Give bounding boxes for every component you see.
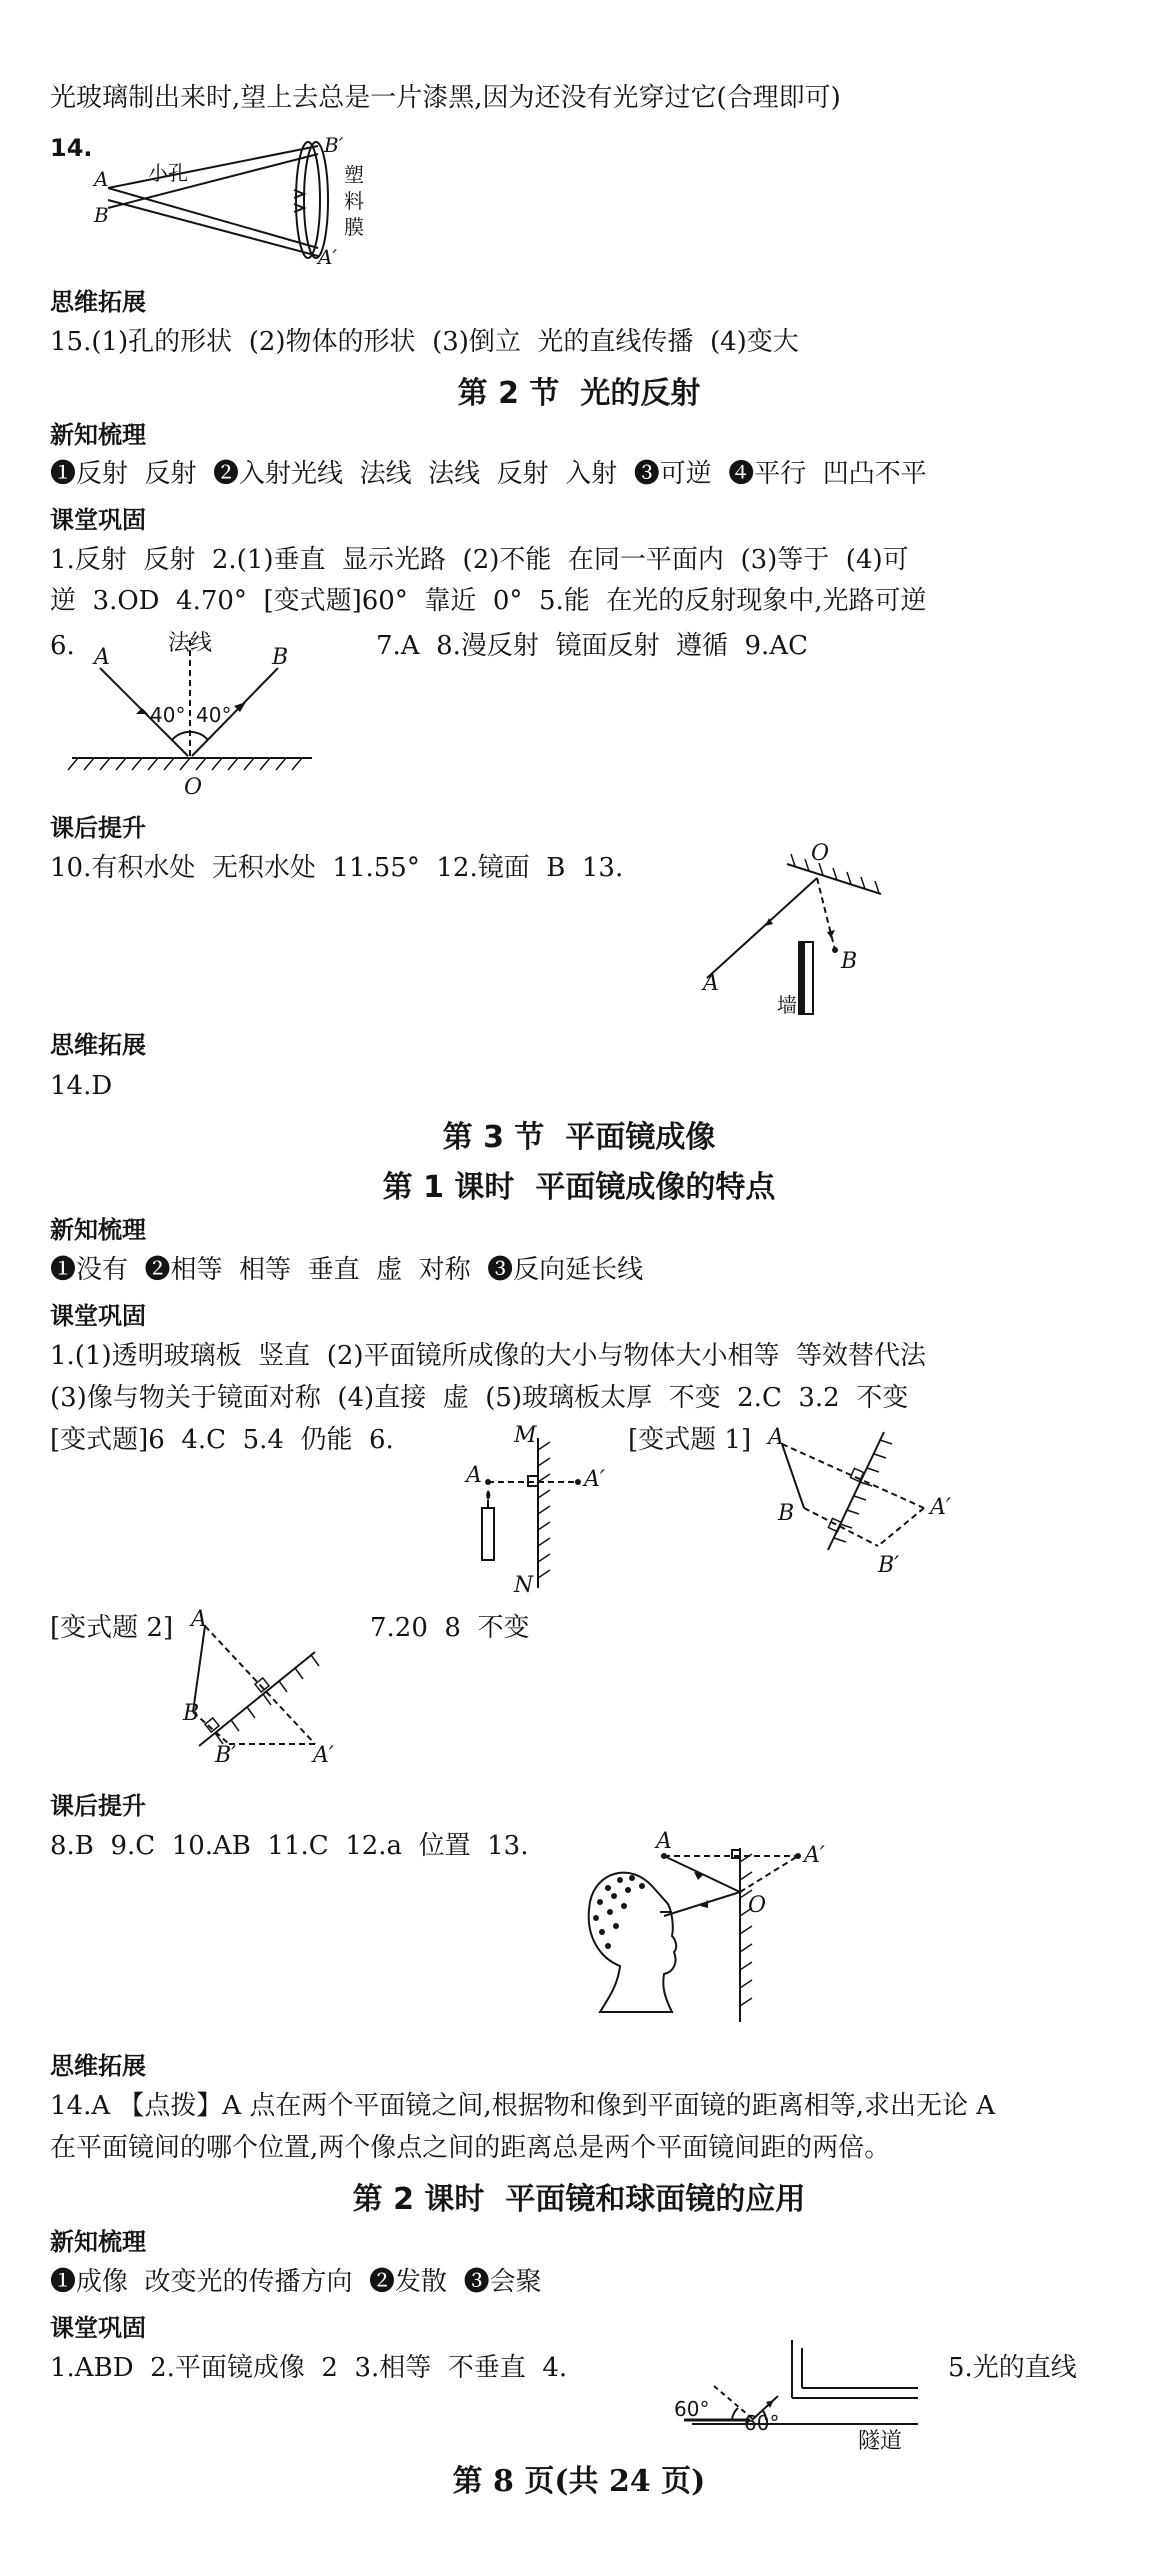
lesson-title: 第 2 课时 平面镜和球面镜的应用 — [352, 2182, 806, 2217]
section-label: 思维拓展 — [50, 288, 146, 316]
reflection-label-a: A — [94, 645, 110, 670]
variant1-mirror-diagram — [768, 1420, 968, 1580]
answer-line: ❶成像 改变光的传播方向 ❷发散 ❸会聚 — [50, 2267, 542, 2297]
candle-label-n: N — [514, 1573, 534, 1598]
tunnel-label: 隧道 — [858, 2429, 903, 2454]
head-mirror-diagram — [560, 1826, 850, 2026]
pinhole-camera-diagram — [88, 128, 408, 273]
pinhole-label-bp: B′ — [324, 133, 344, 157]
reflection-label-normal: 法线 — [168, 631, 213, 656]
section-title: 第 3 节 平面镜成像 — [442, 1120, 716, 1155]
tunnel-angle-2: 60° — [744, 2411, 780, 2435]
answer-line: (3)像与物关于镜面对称 (4)直接 虚 (5)玻璃板太厚 不变 2.C 3.2 不变 — [50, 1383, 909, 1413]
var2-label-a: A — [191, 1607, 207, 1632]
reflection-label-o: O — [184, 775, 203, 800]
head-label-ap: A′ — [804, 1843, 825, 1868]
section-label: 思维拓展 — [50, 1031, 146, 1059]
variant2-mirror-diagram — [183, 1607, 365, 1768]
candle-label-m: M — [514, 1423, 537, 1448]
answer-line: [变式题 2] — [50, 1613, 174, 1643]
head-label-o: O — [748, 1893, 767, 1918]
answer-line: 14.D — [50, 1071, 113, 1101]
candle-label-a: A — [466, 1463, 482, 1488]
tunnel-mirror-diagram — [662, 2330, 932, 2454]
pinhole-film-3: 膜 — [344, 215, 364, 239]
answer-line: 7.20 8 不变 — [370, 1613, 530, 1643]
section-label: 课后提升 — [50, 814, 146, 842]
section-label: 思维拓展 — [50, 2052, 146, 2080]
question-number: 14. — [50, 134, 93, 162]
var1-label-ap: A′ — [930, 1495, 951, 1520]
wall-label-b: B — [841, 949, 858, 974]
section-label: 课后提升 — [50, 1792, 146, 1820]
pinhole-label-a: A — [94, 167, 109, 191]
pinhole-film-2: 料 — [344, 189, 364, 213]
var2-label-bp: B′ — [215, 1743, 237, 1768]
section-label: 新知梳理 — [50, 1216, 146, 1244]
answer-line: [变式题 1] — [628, 1425, 752, 1455]
wall-label-a: A — [703, 971, 719, 996]
var1-label-bp: B′ — [878, 1553, 900, 1578]
section-label: 新知梳理 — [50, 2228, 146, 2256]
answer-line: 逆 3.OD 4.70° [变式题]60° 靠近 0° 5.能 在光的反射现象中,光路可逆 — [50, 586, 927, 616]
var1-label-b: B — [778, 1501, 795, 1526]
head-label-a: A — [656, 1829, 672, 1854]
wall-reflection-diagram — [695, 842, 895, 1020]
reflection-angle-1: 40° — [150, 703, 186, 727]
answer-line: 14.A 【点拨】A 点在两个平面镜之间,根据物和像到平面镜的距离相等,求出无论 A — [50, 2091, 996, 2121]
answer-line: 在平面镜间的哪个位置,两个像点之间的距离总是两个平面镜间距的两倍。 — [50, 2133, 891, 2163]
section-label: 课堂巩固 — [50, 1302, 146, 1330]
answer-line: 1.反射 反射 2.(1)垂直 显示光路 (2)不能 在同一平面内 (3)等于 (4)可 — [50, 545, 909, 575]
pinhole-label-b: B — [94, 203, 109, 227]
answer-line: ❶没有 ❷相等 相等 垂直 虚 对称 ❸反向延长线 — [50, 1255, 644, 1285]
answer-line: 光玻璃制出来时,望上去总是一片漆黑,因为还没有光穿过它(合理即可) — [50, 83, 841, 113]
lesson-title: 第 1 课时 平面镜成像的特点 — [382, 1170, 776, 1205]
wall-label-o: O — [811, 841, 830, 866]
candle-mirror-diagram — [458, 1420, 608, 1600]
tunnel-angle-1: 60° — [674, 2397, 710, 2421]
answer-line: [变式题]6 4.C 5.4 仍能 6. — [50, 1425, 394, 1455]
answer-line: 1.(1)透明玻璃板 竖直 (2)平面镜所成像的大小与物体大小相等 等效替代法 — [50, 1341, 927, 1371]
reflection-diagram — [60, 622, 330, 800]
answer-line: 1.ABD 2.平面镜成像 2 3.相等 不垂直 4. — [50, 2353, 568, 2383]
wall-label-wall: 墙 — [777, 993, 797, 1017]
answer-line: 5.光的直线 — [948, 2353, 1077, 2383]
reflection-angle-2: 40° — [196, 703, 232, 727]
page-footer: 第 8 页(共 24 页) — [452, 2464, 706, 2499]
section-label: 新知梳理 — [50, 421, 146, 449]
pinhole-label-ap: A′ — [318, 245, 337, 269]
section-label: 课堂巩固 — [50, 2314, 146, 2342]
var2-label-b: B — [183, 1701, 200, 1726]
var2-label-ap: A′ — [313, 1743, 334, 1768]
answer-line: 8.B 9.C 10.AB 11.C 12.a 位置 13. — [50, 1831, 529, 1861]
section-title: 第 2 节 光的反射 — [457, 376, 701, 411]
reflection-label-b: B — [272, 645, 289, 670]
pinhole-label-hole: 小孔 — [148, 161, 188, 185]
pinhole-film-1: 塑 — [344, 163, 364, 187]
section-label: 课堂巩固 — [50, 506, 146, 534]
candle-label-ap: A′ — [584, 1467, 605, 1492]
answer-line: 10.有积水处 无积水处 11.55° 12.镜面 B 13. — [50, 853, 624, 883]
answer-line: 6. — [50, 631, 75, 661]
answer-line: 7.A 8.漫反射 镜面反射 遵循 9.AC — [376, 631, 808, 661]
answer-line: ❶反射 反射 ❷入射光线 法线 法线 反射 入射 ❸可逆 ❹平行 凹凸不平 — [50, 459, 927, 489]
var1-label-a: A — [768, 1425, 784, 1450]
answer-line: 15.(1)孔的形状 (2)物体的形状 (3)倒立 光的直线传播 (4)变大 — [50, 327, 799, 357]
